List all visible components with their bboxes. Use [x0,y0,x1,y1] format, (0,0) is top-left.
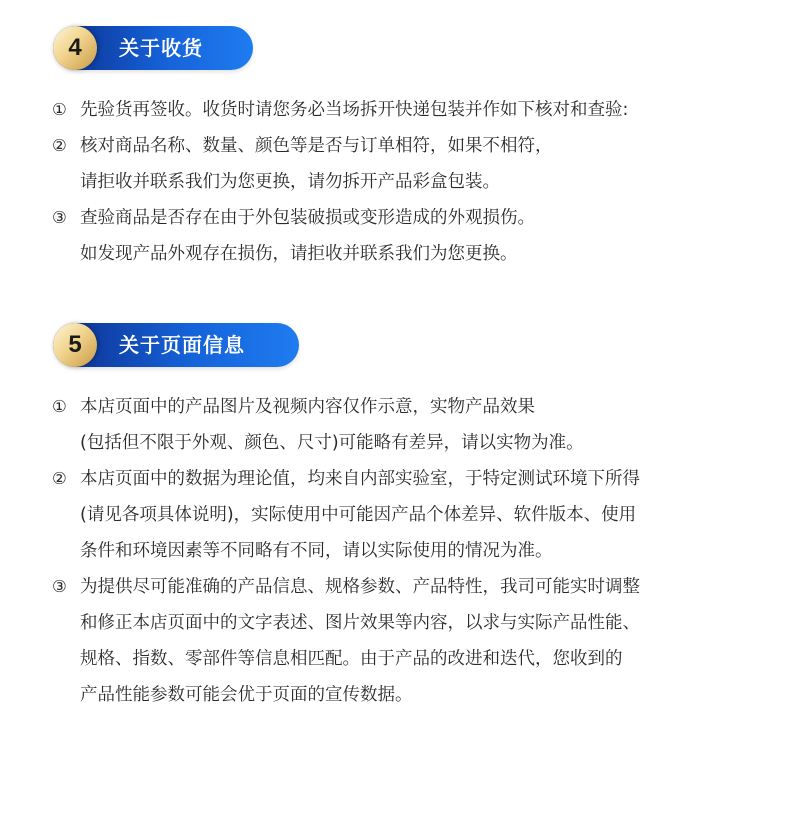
section-title: 关于页面信息 [119,333,245,357]
section-number-badge: 4 [53,26,97,70]
list-item [52,92,770,128]
section-5-list [52,389,770,713]
list-item [52,389,770,461]
section-header-5 [53,323,299,367]
item-text-line: 条件和环境因素等不同略有不同，请以实际使用的情况为准。 [80,541,553,561]
item-text [80,569,770,713]
item-text-line: (请见各项具体说明)，实际使用中可能因产品个体差异、软件版本、使用 [80,505,637,525]
item-text-line: 核对商品名称、数量、颜色等是否与订单相符，如果不相符， [80,136,553,156]
item-text-line: 本店页面中的产品图片及视频内容仅作示意，实物产品效果 [80,397,535,417]
item-text-line: 和修正本店页面中的文字表述、图片效果等内容，以求与实际产品性能、 [80,613,640,633]
item-text [80,200,770,272]
item-number-marker: ② [52,136,67,155]
item-text [80,389,770,461]
item-text-line: 查验商品是否存在由于外包装破损或变形造成的外观损伤。 [80,208,535,228]
item-text [80,128,770,200]
list-item [52,128,770,200]
section-number-badge: 5 [53,323,97,367]
item-text-line: 请拒收并联系我们为您更换，请勿拆开产品彩盒包装。 [80,172,500,192]
item-text-line: 如发现产品外观存在损伤，请拒收并联系我们为您更换。 [80,244,518,264]
item-text-line: 规格、指数、零部件等信息相匹配。由于产品的改进和迭代，您收到的 [80,649,623,669]
item-text [80,461,770,569]
item-text-line: (包括但不限于外观、颜色、尺寸)可能略有差异，请以实物为准。 [80,433,584,453]
item-text-line: 本店页面中的数据为理论值，均来自内部实验室，于特定测试环境下所得 [80,469,640,489]
item-number-marker: ① [52,100,67,119]
item-number-marker: ③ [52,577,67,596]
item-number-marker: ① [52,397,67,416]
item-text-line: 产品性能参数可能会优于页面的宣传数据。 [80,685,413,705]
item-number-marker: ② [52,469,67,488]
list-item [52,569,770,713]
list-item [52,200,770,272]
list-item [52,461,770,569]
item-number-marker: ③ [52,208,67,227]
section-title: 关于收货 [119,36,203,60]
section-4-list [52,92,770,272]
item-text-line: 为提供尽可能准确的产品信息、规格参数、产品特性，我司可能实时调整 [80,577,640,597]
item-text [80,92,770,128]
item-text-line: 先验货再签收。收货时请您务必当场拆开快递包装并作如下核对和查验: [80,100,629,120]
section-header-4 [53,26,253,70]
